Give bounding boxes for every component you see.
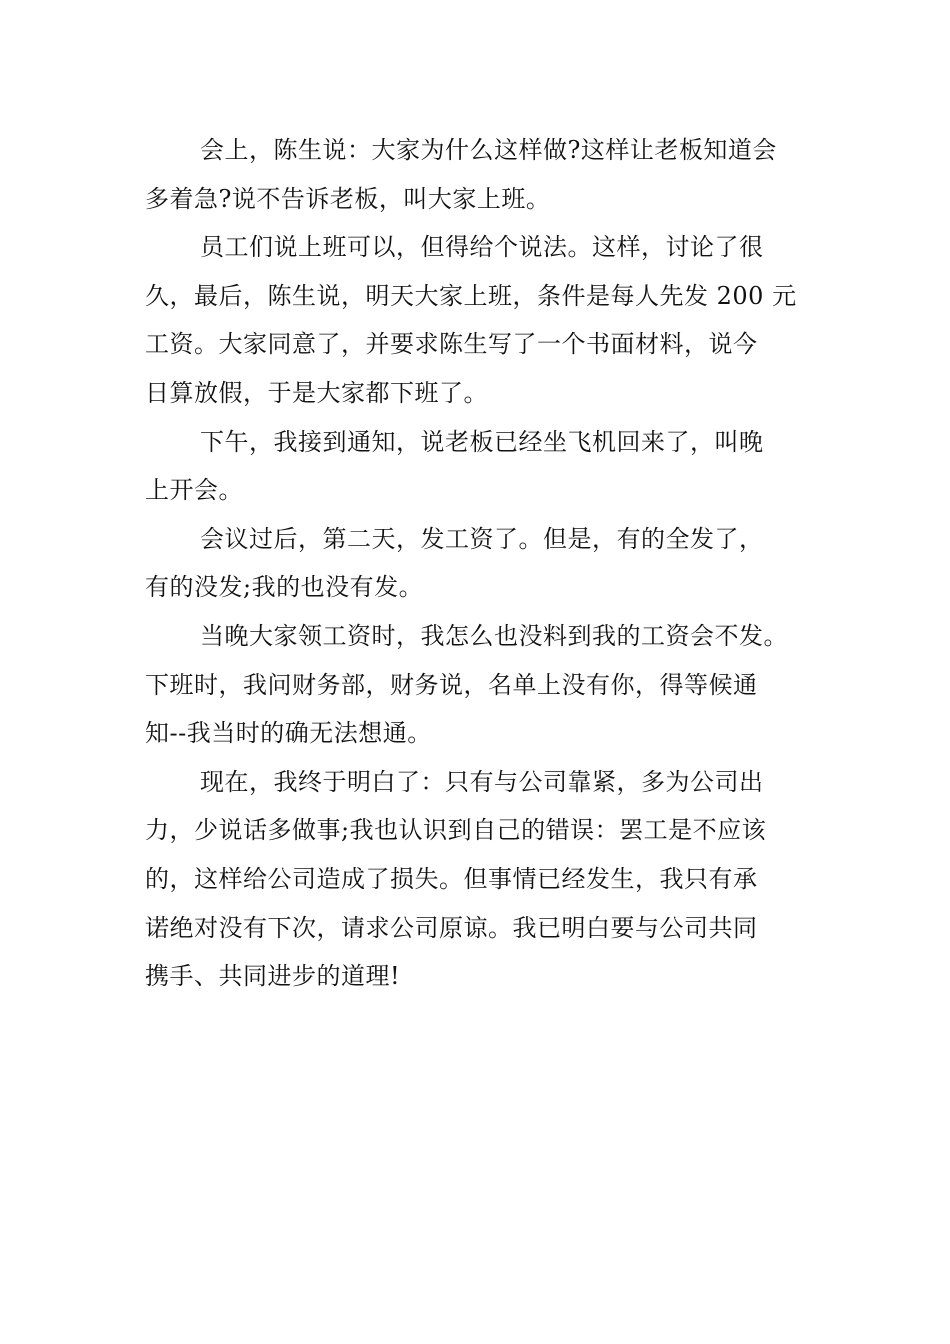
paragraph-line: 日算放假，于是大家都下班了。 [145, 378, 488, 407]
paragraph-line: 下午，我接到通知，说老板已经坐飞机回来了，叫晚 [200, 427, 764, 456]
paragraph-line: 诺绝对没有下次，请求公司原谅。我已明白要与公司共同 [145, 913, 758, 942]
paragraph-line: 有的没发;我的也没有发。 [145, 573, 424, 602]
paragraph-line: 知--我当时的确无法想通。 [145, 719, 432, 748]
paragraph-line: 久，最后，陈生说，明天大家上班，条件是每人先发 200 元 [145, 281, 797, 310]
paragraph-line: 会上，陈生说：大家为什么这样做?这样让老板知道会 [200, 136, 777, 164]
paragraph-line: 的，这样给公司造成了损失。但事情已经发生，我只有承 [145, 864, 758, 893]
document-body [145, 126, 825, 1001]
paragraph-line: 现在，我终于明白了：只有与公司靠紧，多为公司出 [200, 767, 764, 796]
paragraph-line: 力，少说话多做事;我也认识到自己的错误：罢工是不应该 [145, 816, 767, 845]
paragraph-line: 会议过后，第二天，发工资了。但是，有的全发了， [200, 524, 764, 553]
paragraph-line: 下班时，我问财务部，财务说，名单上没有你，得等候通 [145, 670, 758, 699]
paragraph-line: 多着急?说不告诉老板，叫大家上班。 [145, 184, 551, 213]
paragraph-line: 员工们说上班可以，但得给个说法。这样，讨论了很 [200, 233, 764, 262]
paragraph-line: 当晚大家领工资时，我怎么也没料到我的工资会不发。 [200, 621, 788, 650]
paragraph-line: 携手、共同进步的道理! [145, 962, 401, 991]
paragraph-line: 工资。大家同意了，并要求陈生写了一个书面材料，说今 [145, 330, 758, 359]
paragraph-line: 上开会。 [145, 476, 243, 505]
